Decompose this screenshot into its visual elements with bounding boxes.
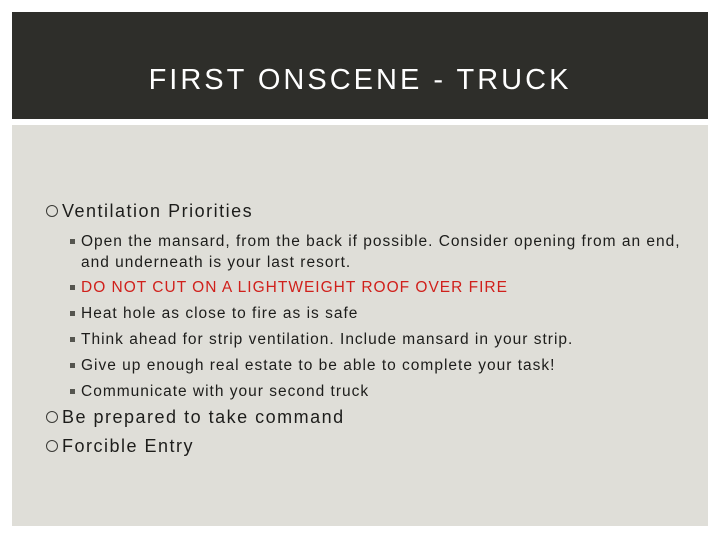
square-bullet-icon	[70, 311, 75, 316]
content-panel	[12, 125, 708, 526]
sub-bullet	[70, 231, 690, 273]
square-bullet-icon	[70, 337, 75, 342]
hollow-circle-bullet-icon	[46, 440, 58, 452]
sub-bullet	[70, 303, 690, 324]
sub-bullet	[70, 329, 690, 350]
sub-bullet-text: Give up enough real estate to be able to complete your task!	[81, 357, 556, 374]
bullet-ventilation-priorities	[46, 201, 253, 222]
sub-bullet-text: Communicate with your second truck	[81, 383, 370, 400]
bullet-forcible-entry	[46, 436, 194, 457]
hollow-circle-bullet-icon	[46, 411, 58, 423]
bullet-text: Forcible Entry	[62, 436, 195, 456]
square-bullet-icon	[70, 389, 75, 394]
sub-bullet	[70, 355, 690, 376]
sub-bullet-text: Think ahead for strip ventilation. Include mansard in your strip.	[81, 331, 574, 348]
bullet-text: Ventilation Priorities	[62, 201, 254, 221]
sub-bullet-text: Open the mansard, from the back if possible. Consider opening from an end, and underneath is your last resort.	[81, 233, 681, 271]
slide-title: FIRST ONSCENE - TRUCK	[148, 64, 572, 96]
square-bullet-icon	[70, 239, 75, 244]
square-bullet-icon	[70, 285, 75, 290]
sub-bullet	[70, 381, 690, 402]
bullet-text: Be prepared to take command	[62, 407, 345, 427]
bullet-prepared-to-take-command	[46, 407, 345, 428]
sub-bullet-text: Heat hole as close to fire as is safe	[81, 305, 359, 322]
sub-bullet-text: DO NOT CUT ON A LIGHTWEIGHT ROOF OVER FIRE	[81, 279, 508, 296]
square-bullet-icon	[70, 363, 75, 368]
hollow-circle-bullet-icon	[46, 205, 58, 217]
sub-bullet-warning	[70, 277, 690, 298]
title-bar	[12, 12, 708, 119]
